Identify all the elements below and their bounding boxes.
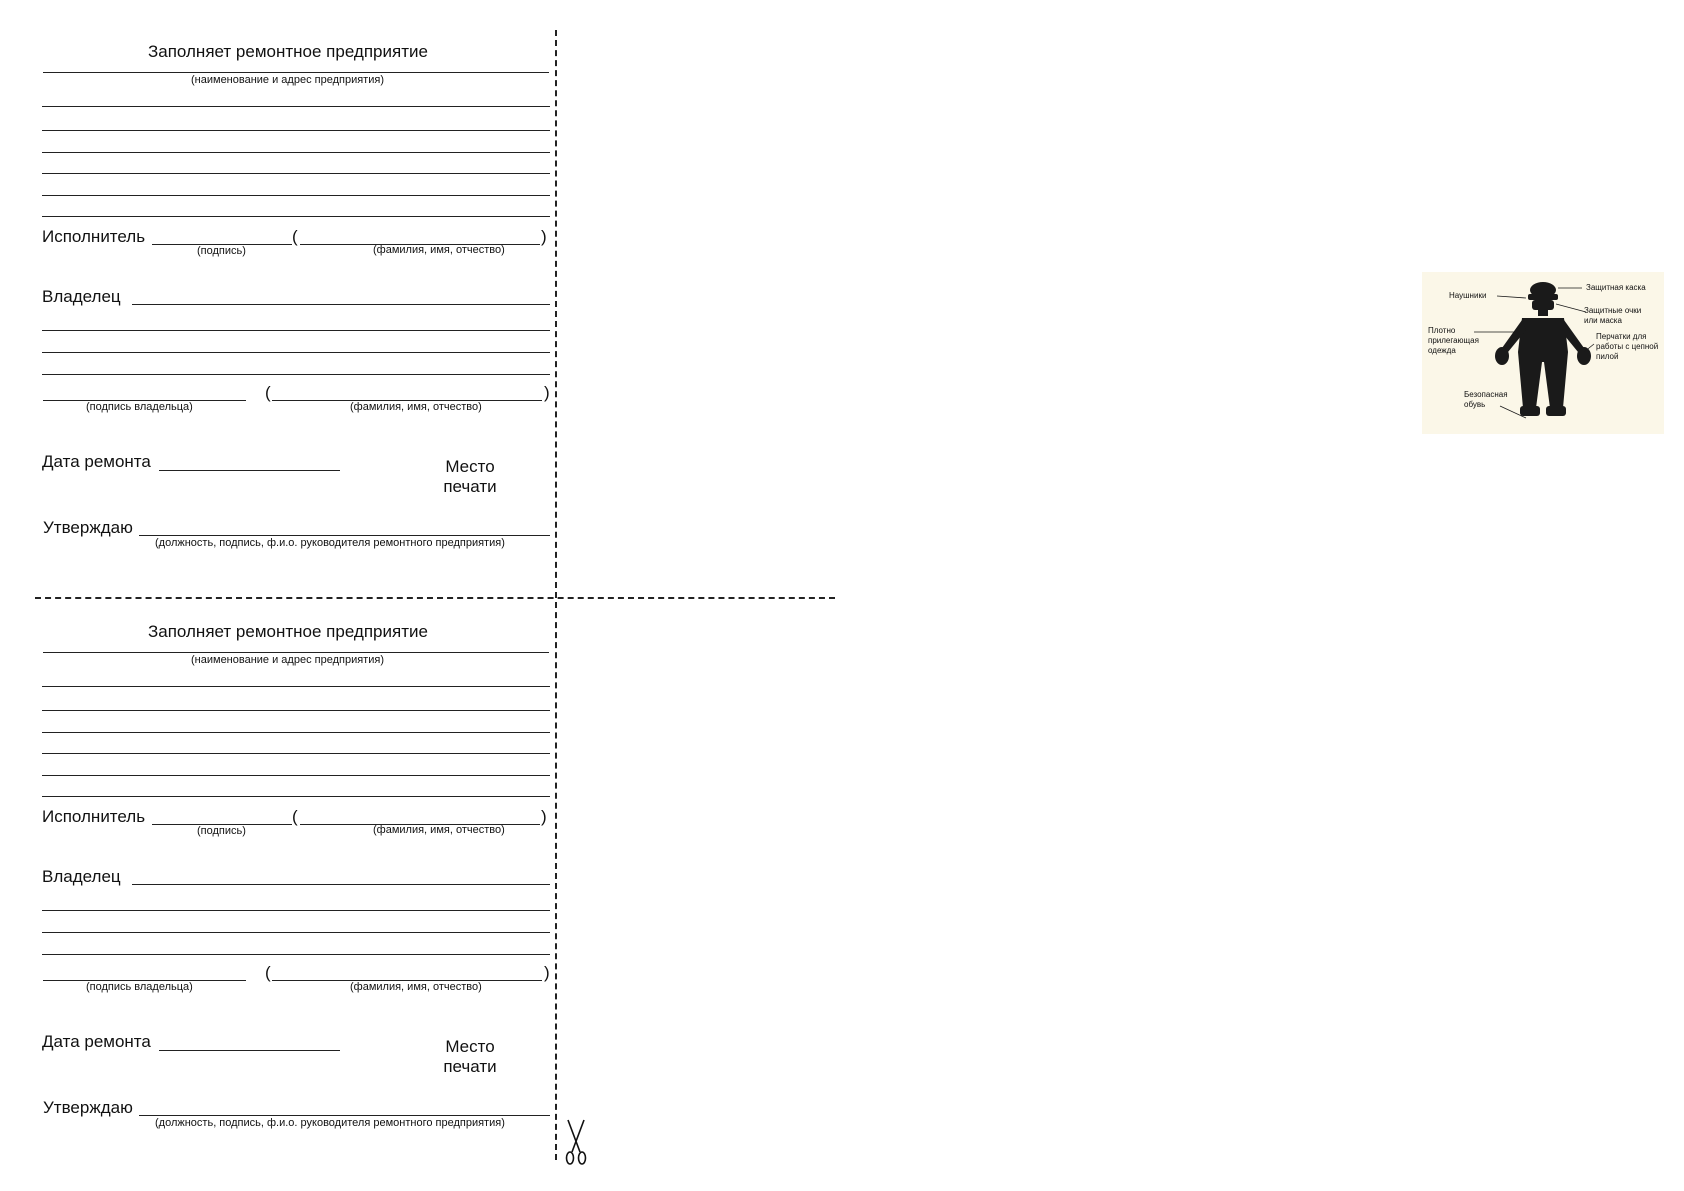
approve-caption: (должность, подпись, ф.и.о. руководителя ремонтного предприятия) xyxy=(155,537,505,549)
owner-fullname-caption: (фамилия, имя, отчество) xyxy=(350,981,482,993)
label-earmuffs: Наушники xyxy=(1449,291,1487,300)
label-clothing: Плотно прилегающая одежда xyxy=(1428,326,1479,355)
owner-signature-caption: (подпись владельца) xyxy=(86,981,193,993)
address-line[interactable] xyxy=(42,686,550,687)
stamp-line-1: Место xyxy=(445,1037,495,1056)
paren-open: ( xyxy=(265,963,271,982)
owner-line[interactable] xyxy=(42,330,550,331)
address-line[interactable] xyxy=(42,152,550,153)
address-line[interactable] xyxy=(43,652,549,653)
owner-line[interactable] xyxy=(42,374,550,375)
approve-line[interactable] xyxy=(139,535,550,536)
form-heading: Заполняет ремонтное предприятие xyxy=(148,622,428,641)
address-line[interactable] xyxy=(42,732,550,733)
repair-form-bottom xyxy=(0,580,560,1170)
address-line[interactable] xyxy=(42,106,550,107)
address-caption: (наименование и адрес предприятия) xyxy=(191,74,384,86)
executor-label: Исполнитель xyxy=(42,807,146,826)
paren-close: ) xyxy=(544,963,550,982)
address-line[interactable] xyxy=(42,216,550,217)
stamp-line-1: Место xyxy=(445,457,495,476)
signature-caption: (подпись) xyxy=(197,825,246,837)
repair-date-line[interactable] xyxy=(159,1050,340,1051)
signature-caption: (подпись) xyxy=(197,245,246,257)
address-caption: (наименование и адрес предприятия) xyxy=(191,654,384,666)
address-line[interactable] xyxy=(42,796,550,797)
owner-line[interactable] xyxy=(132,884,550,885)
address-line[interactable] xyxy=(43,72,549,73)
owner-line[interactable] xyxy=(42,910,550,911)
address-line[interactable] xyxy=(42,195,550,196)
label-gloves: Перчатки для работы с цепной пилой xyxy=(1596,332,1659,361)
stamp-line-2: печати xyxy=(443,477,497,496)
owner-line[interactable] xyxy=(42,954,550,955)
paren-open: ( xyxy=(292,807,298,826)
fullname-caption: (фамилия, имя, отчество) xyxy=(373,244,505,256)
paren-close: ) xyxy=(541,227,547,246)
paren-close: ) xyxy=(541,807,547,826)
paren-close: ) xyxy=(544,383,550,402)
owner-label: Владелец xyxy=(42,287,121,306)
owner-line[interactable] xyxy=(132,304,550,305)
scissors-icon xyxy=(562,1118,592,1166)
label-helmet: Защитная каска xyxy=(1586,283,1646,292)
approve-label: Утверждаю xyxy=(43,1098,133,1117)
address-line[interactable] xyxy=(42,775,550,776)
owner-label: Владелец xyxy=(42,867,121,886)
approve-caption: (должность, подпись, ф.и.о. руководителя ремонтного предприятия) xyxy=(155,1117,505,1129)
repair-date-label: Дата ремонта xyxy=(42,452,151,471)
label-boots: Безопасная обувь xyxy=(1464,390,1508,409)
address-line[interactable] xyxy=(42,710,550,711)
repair-form-top xyxy=(0,0,560,590)
stamp-place xyxy=(430,1037,510,1077)
executor-label: Исполнитель xyxy=(42,227,146,246)
owner-line[interactable] xyxy=(42,352,550,353)
stamp-place xyxy=(430,457,510,497)
approve-label: Утверждаю xyxy=(43,518,133,537)
paren-open: ( xyxy=(292,227,298,246)
paren-open: ( xyxy=(265,383,271,402)
owner-line[interactable] xyxy=(42,932,550,933)
address-line[interactable] xyxy=(42,173,550,174)
safety-figure xyxy=(1422,272,1664,434)
address-line[interactable] xyxy=(42,130,550,131)
owner-signature-caption: (подпись владельца) xyxy=(86,401,193,413)
repair-date-label: Дата ремонта xyxy=(42,1032,151,1051)
approve-line[interactable] xyxy=(139,1115,550,1116)
label-goggles: Защитные очки или маска xyxy=(1584,306,1642,325)
repair-date-line[interactable] xyxy=(159,470,340,471)
form-heading: Заполняет ремонтное предприятие xyxy=(148,42,428,61)
fullname-caption: (фамилия, имя, отчество) xyxy=(373,824,505,836)
stamp-line-2: печати xyxy=(443,1057,497,1076)
address-line[interactable] xyxy=(42,753,550,754)
owner-fullname-caption: (фамилия, имя, отчество) xyxy=(350,401,482,413)
